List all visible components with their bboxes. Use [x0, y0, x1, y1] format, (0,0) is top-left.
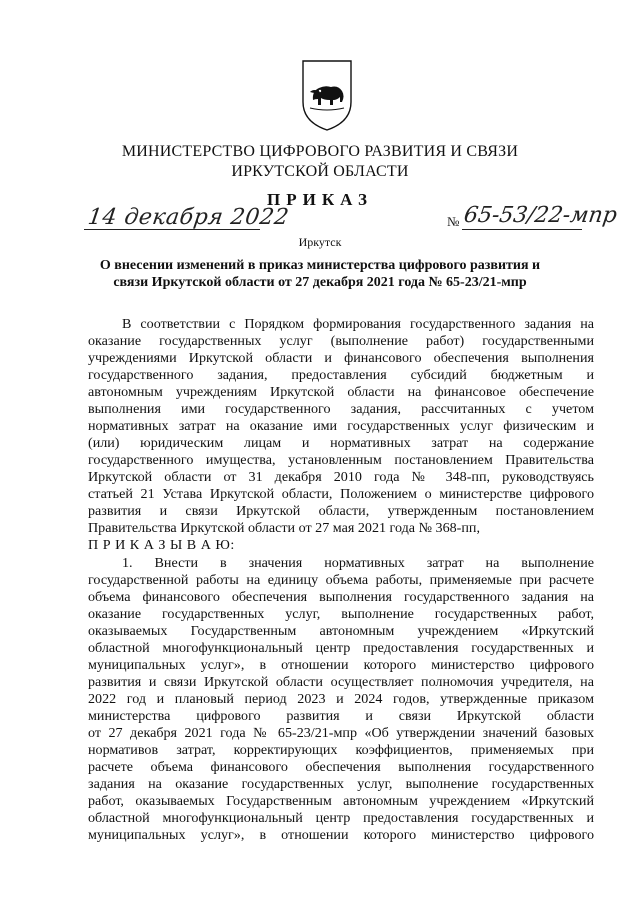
- subject-line2: связи Иркутской области от 27 декабря 2021 года № 65-23/21-мпр: [113, 275, 527, 290]
- body-line: (или) юридическим лицам и нормативных затрат на содержание: [88, 435, 594, 451]
- body-line: областной многофункциональный центр предоставления государственных и: [88, 810, 594, 826]
- handwritten-number: 65-53/22-мпр: [462, 203, 619, 228]
- city-name: Иркутск: [298, 235, 342, 249]
- body-line: работ, оказываемых Государственным автономным учреждением «Иркутский: [88, 793, 594, 809]
- body-line: оказываемых Государственным автономным учреждением «Иркутский: [88, 623, 594, 639]
- body-line: В соответствии с Порядком формирования государственного задания на: [122, 316, 594, 332]
- body-line: министерства цифрового развития и связи Иркутской области: [88, 708, 594, 724]
- body-line: Иркутской области от 31 декабря 2010 года № 348-пп, руководствуясь: [88, 469, 594, 485]
- body-line: учреждениями Иркутской области и финансового обеспечения выполнения: [88, 350, 594, 366]
- body-line: автономным учреждениям Иркутской области на финансовое обеспечение: [88, 384, 594, 400]
- body-line: нормативов затрат, корректирующих коэффициентов, применяемых при: [88, 742, 594, 758]
- body-line: муниципальных услуг», в отношении которого министерство цифрового: [88, 827, 594, 843]
- body-line: от 27 декабря 2021 года № 65-23/21-мпр «Об утверждении значений базовых: [88, 725, 594, 741]
- body-line: муниципальных услуг», в отношении которого министерство цифрового: [88, 657, 594, 673]
- body-line: государственного задания, предоставления субсидий бюджетным и: [88, 367, 594, 383]
- body-line: 1. Внести в значения нормативных затрат на выполнение: [122, 555, 594, 571]
- body-line: развития и связи Иркутской области осуществляет полномочия учредителя, на: [88, 674, 594, 690]
- number-label: №: [447, 214, 460, 229]
- body-line: расчете объема финансового обеспечения выполнения государственного: [88, 759, 594, 775]
- body-line: объема финансового обеспечения выполнения государственного задания на: [88, 589, 594, 605]
- body-line: государственного имущества, установленным постановлением Правительства: [88, 452, 594, 468]
- ministry-name-line1: МИНИСТЕРСТВО ЦИФРОВОГО РАЗВИТИЯ И СВЯЗИ: [121, 143, 519, 160]
- body-line: задания на оказание государственных услуг, выполнение государственных: [88, 776, 594, 792]
- order-keyword: П Р И К А З Ы В А Ю:: [88, 537, 235, 553]
- body-line: статьей 21 Устава Иркутской области, Положением о министерстве цифрового: [88, 486, 594, 502]
- body-line: Правительства Иркутской области от 27 мая 2021 года № 368-пп,: [88, 520, 480, 536]
- body-line: 2022 год и плановый период 2023 и 2024 годов, утвержденные приказом: [88, 691, 594, 707]
- document-subject: [76, 257, 564, 291]
- body-line: областной многофункциональный центр предоставления государственных и: [88, 640, 594, 656]
- body-line: государственной работы на единицу объема работы, применяемые при расчете: [88, 572, 594, 588]
- body-line: оказание государственных услуг, выполнение государственных работ,: [88, 606, 594, 622]
- subject-line1: О внесении изменений в приказ министерства цифрового развития и: [99, 258, 541, 273]
- body-line: развития и связи Иркутской области, утвержденным постановлением: [88, 503, 594, 519]
- date-underline: [84, 229, 260, 230]
- body-line: выполнения ими государственного задания, рассчитанных с учетом: [88, 401, 594, 417]
- number-underline: [462, 229, 582, 230]
- body-line: нормативных затрат на оказание ими государственных услуг физическим и: [88, 418, 594, 434]
- handwritten-date: 14 декабря 2022: [86, 205, 291, 230]
- irkutsk-coat-of-arms-icon: [300, 58, 354, 132]
- ministry-name-line2: ИРКУТСКОЙ ОБЛАСТИ: [231, 163, 409, 180]
- document-type-title: ПРИКАЗ: [267, 190, 373, 209]
- body-line: оказание государственных услуг (выполнение работ) государственными: [88, 333, 594, 349]
